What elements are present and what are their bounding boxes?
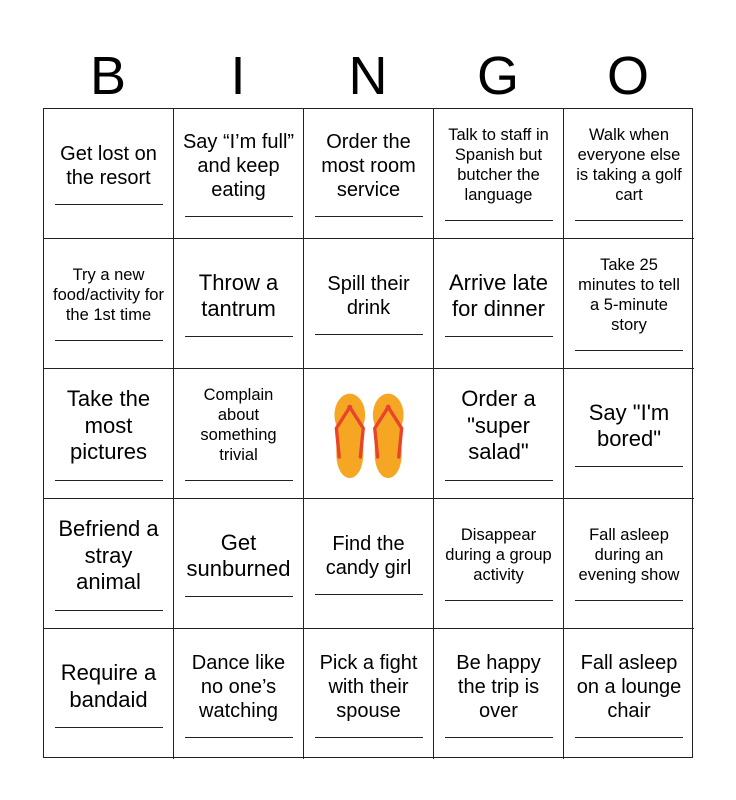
bingo-cell[interactable] xyxy=(304,109,434,239)
bingo-cell[interactable] xyxy=(434,239,564,369)
header-letter-g: G xyxy=(476,46,519,106)
bingo-cell[interactable] xyxy=(434,109,564,239)
bingo-cell[interactable] xyxy=(304,239,434,369)
cell-text: Pick a fight with their spouse xyxy=(319,651,418,722)
cell-text: Spill their drink xyxy=(327,273,410,319)
cell-blank-line xyxy=(185,480,293,481)
cell-text: Throw a tantrum xyxy=(198,269,279,321)
bingo-cell[interactable] xyxy=(434,499,564,629)
bingo-cell[interactable] xyxy=(174,499,304,629)
bingo-cell[interactable] xyxy=(434,369,564,499)
bingo-cell[interactable] xyxy=(564,109,694,239)
bingo-cell[interactable] xyxy=(174,629,304,759)
cell-blank-line xyxy=(315,334,423,335)
bingo-cell[interactable] xyxy=(304,499,434,629)
cell-blank-line xyxy=(185,216,293,217)
cell-blank-line xyxy=(575,220,683,221)
bingo-cell[interactable] xyxy=(44,239,174,369)
cell-blank-line xyxy=(445,480,553,481)
cell-blank-line xyxy=(315,216,423,217)
bingo-cell[interactable] xyxy=(564,239,694,369)
cell-blank-line xyxy=(445,336,553,337)
cell-text: Complain about something trivial xyxy=(200,386,277,464)
header-letter-o: O xyxy=(606,46,649,106)
cell-text: Take the most pictures xyxy=(66,386,151,465)
cell-text: Take 25 minutes to tell a 5-minute story xyxy=(578,256,680,334)
bingo-cell[interactable] xyxy=(564,629,694,759)
bingo-header xyxy=(43,44,693,108)
flip-flops-icon xyxy=(321,386,417,482)
cell-text: Be happy the trip is over xyxy=(456,651,541,722)
cell-blank-line xyxy=(185,596,293,597)
cell-blank-line xyxy=(185,737,293,738)
bingo-cell[interactable] xyxy=(44,109,174,239)
bingo-cell[interactable] xyxy=(44,369,174,499)
cell-blank-line xyxy=(445,600,553,601)
cell-blank-line xyxy=(55,340,163,341)
cell-text: Befriend a stray animal xyxy=(58,516,159,595)
cell-text: Talk to staff in Spanish but butcher the language xyxy=(448,126,549,204)
bingo-cell[interactable] xyxy=(174,239,304,369)
cell-blank-line xyxy=(55,480,163,481)
bingo-cell[interactable] xyxy=(174,109,304,239)
cell-blank-line xyxy=(575,737,683,738)
cell-blank-line xyxy=(445,737,553,738)
cell-blank-line xyxy=(315,594,423,595)
cell-text: Try a new food/activity for the 1st time xyxy=(53,266,164,324)
cell-text: Get sunburned xyxy=(186,529,291,581)
cell-blank-line xyxy=(575,350,683,351)
cell-blank-line xyxy=(55,727,163,728)
cell-text: Fall asleep during an evening show xyxy=(578,526,680,584)
cell-blank-line xyxy=(315,737,423,738)
cell-text: Get lost on the resort xyxy=(60,143,157,189)
free-space-cell[interactable] xyxy=(304,369,434,499)
cell-text: Find the candy girl xyxy=(325,533,412,579)
cell-text: Require a bandaid xyxy=(60,660,157,712)
cell-text: Say "I'm bored" xyxy=(588,399,670,451)
cell-blank-line xyxy=(55,610,163,611)
cell-blank-line xyxy=(55,204,163,205)
cell-text: Fall asleep on a lounge chair xyxy=(576,651,682,722)
cell-text: Disappear during a group activity xyxy=(445,526,552,584)
bingo-cell[interactable] xyxy=(564,499,694,629)
cell-blank-line xyxy=(185,336,293,337)
cell-text: Arrive late for dinner xyxy=(448,269,549,321)
bingo-grid xyxy=(43,108,693,758)
cell-text: Order a "super salad" xyxy=(461,386,536,465)
cell-text: Order the most room service xyxy=(321,131,416,201)
cell-blank-line xyxy=(445,220,553,221)
cell-text: Dance like no one’s watching xyxy=(191,651,286,722)
bingo-cell[interactable] xyxy=(44,499,174,629)
bingo-cell[interactable] xyxy=(174,369,304,499)
bingo-cell[interactable] xyxy=(434,629,564,759)
bingo-cell[interactable] xyxy=(564,369,694,499)
cell-text: Walk when everyone else is taking a golf cart xyxy=(576,126,682,204)
header-letter-n: N xyxy=(348,46,388,106)
cell-blank-line xyxy=(575,466,683,467)
cell-blank-line xyxy=(575,600,683,601)
bingo-cell[interactable] xyxy=(304,629,434,759)
header-letter-b: B xyxy=(89,46,127,106)
header-letter-i: I xyxy=(230,46,246,106)
bingo-cell[interactable] xyxy=(44,629,174,759)
cell-text: Say “I’m full” and keep eating xyxy=(182,131,295,201)
